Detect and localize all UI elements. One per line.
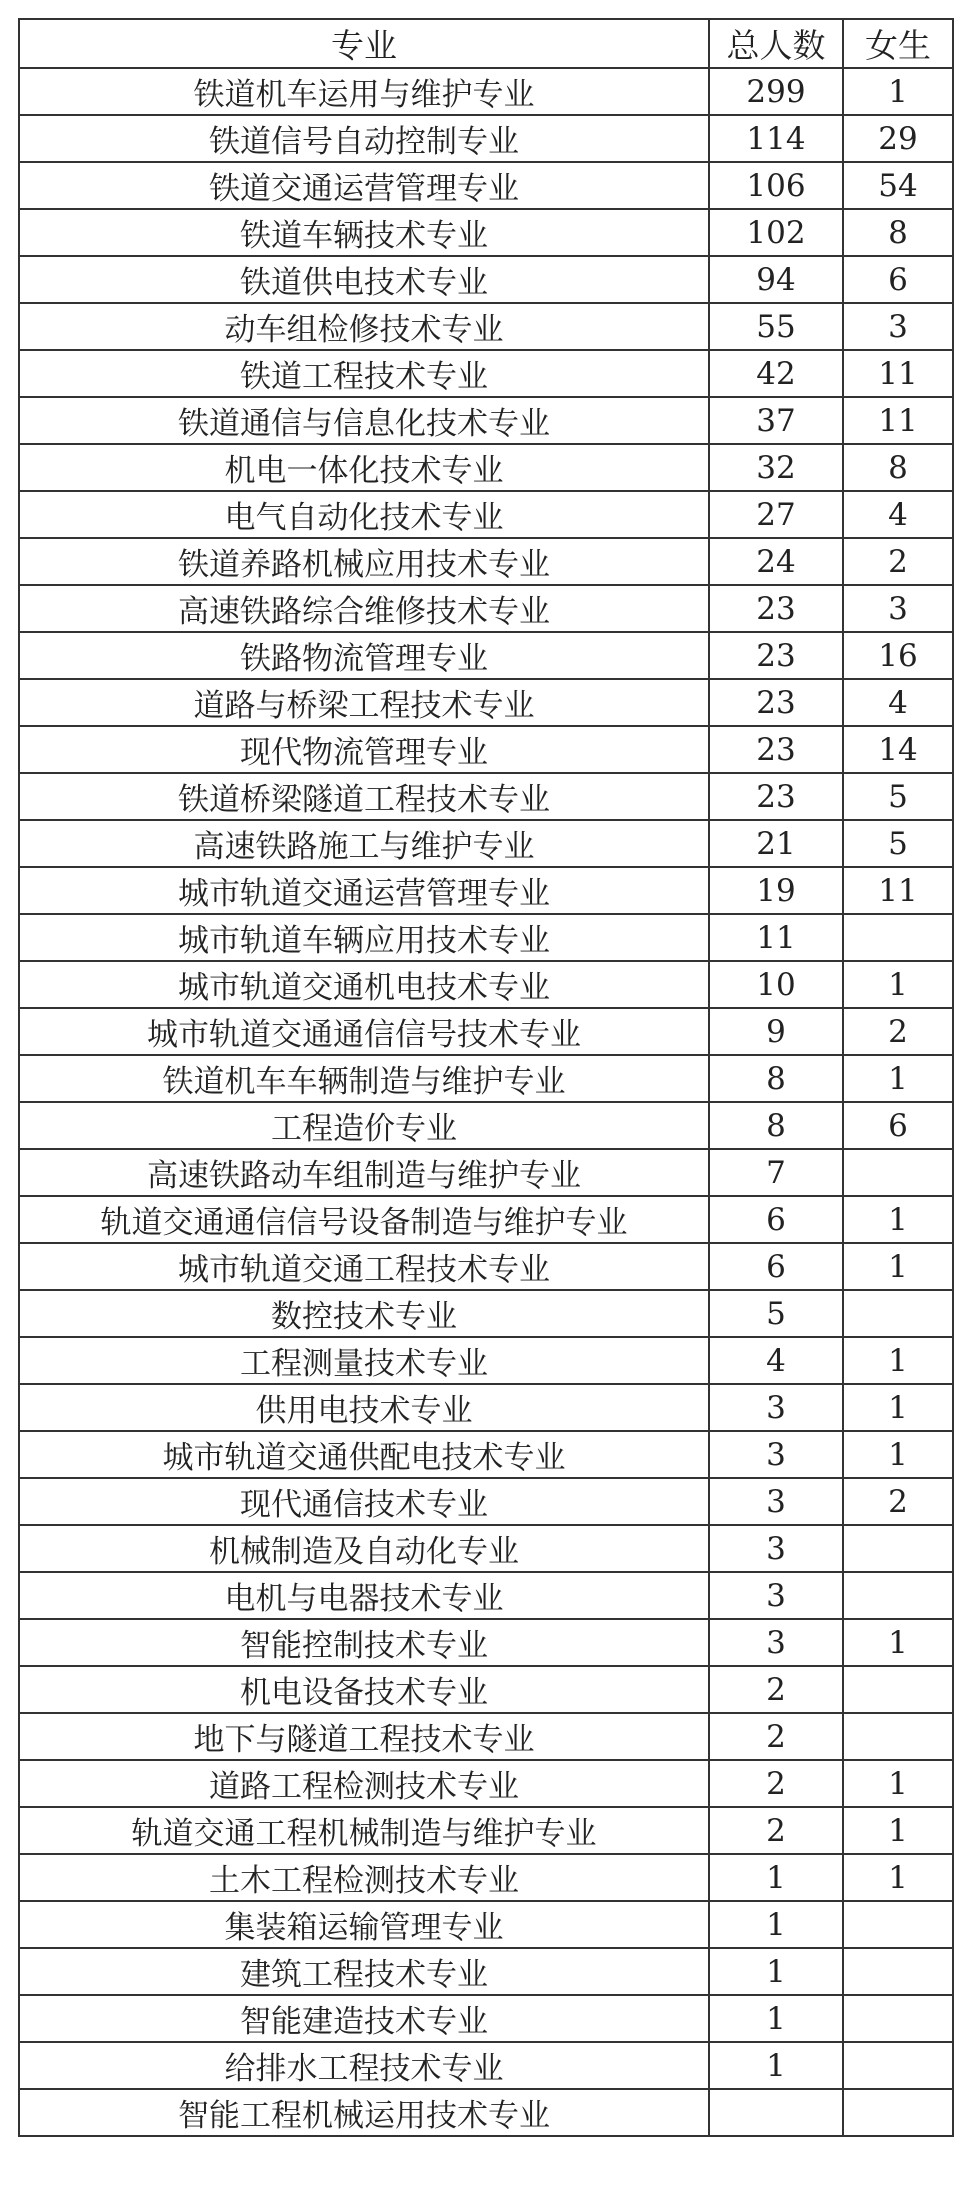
table-row bbox=[19, 162, 953, 209]
cell-total: 7 bbox=[709, 1149, 843, 1196]
cell-female: 1 bbox=[843, 1196, 953, 1243]
cell-female: 16 bbox=[843, 632, 953, 679]
table-row bbox=[19, 632, 953, 679]
cell-major: 城市轨道交通运营管理专业 bbox=[19, 867, 709, 914]
cell-major: 铁道机车运用与维护专业 bbox=[19, 68, 709, 115]
table-row bbox=[19, 491, 953, 538]
cell-major: 动车组检修技术专业 bbox=[19, 303, 709, 350]
cell-total: 114 bbox=[709, 115, 843, 162]
cell-total: 1 bbox=[709, 1901, 843, 1948]
table-row bbox=[19, 1008, 953, 1055]
cell-major: 电机与电器技术专业 bbox=[19, 1572, 709, 1619]
cell-major: 铁道通信与信息化技术专业 bbox=[19, 397, 709, 444]
table-row bbox=[19, 1384, 953, 1431]
cell-major: 给排水工程技术专业 bbox=[19, 2042, 709, 2089]
table-row bbox=[19, 867, 953, 914]
cell-female: 2 bbox=[843, 1008, 953, 1055]
cell-female bbox=[843, 1901, 953, 1948]
cell-total: 5 bbox=[709, 1290, 843, 1337]
cell-major: 机械制造及自动化专业 bbox=[19, 1525, 709, 1572]
table-row bbox=[19, 961, 953, 1008]
cell-major: 智能控制技术专业 bbox=[19, 1619, 709, 1666]
cell-major: 铁道供电技术专业 bbox=[19, 256, 709, 303]
cell-female: 1 bbox=[843, 1384, 953, 1431]
cell-female: 29 bbox=[843, 115, 953, 162]
cell-major: 铁道养路机械应用技术专业 bbox=[19, 538, 709, 585]
table-body bbox=[19, 68, 953, 2136]
cell-female bbox=[843, 1666, 953, 1713]
table-row bbox=[19, 820, 953, 867]
cell-total: 102 bbox=[709, 209, 843, 256]
cell-major: 铁道车辆技术专业 bbox=[19, 209, 709, 256]
table-row bbox=[19, 1995, 953, 2042]
cell-female: 1 bbox=[843, 68, 953, 115]
cell-female bbox=[843, 1290, 953, 1337]
cell-major: 现代物流管理专业 bbox=[19, 726, 709, 773]
cell-total: 23 bbox=[709, 585, 843, 632]
cell-female bbox=[843, 2089, 953, 2136]
table-row bbox=[19, 538, 953, 585]
cell-female bbox=[843, 2042, 953, 2089]
cell-major: 集装箱运输管理专业 bbox=[19, 1901, 709, 1948]
cell-female bbox=[843, 1149, 953, 1196]
cell-major: 城市轨道交通机电技术专业 bbox=[19, 961, 709, 1008]
header-major: 专业 bbox=[19, 19, 709, 68]
cell-female: 4 bbox=[843, 491, 953, 538]
header-female: 女生 bbox=[843, 19, 953, 68]
cell-major: 高速铁路动车组制造与维护专业 bbox=[19, 1149, 709, 1196]
cell-total: 6 bbox=[709, 1196, 843, 1243]
table-row bbox=[19, 773, 953, 820]
cell-total: 11 bbox=[709, 914, 843, 961]
cell-female: 11 bbox=[843, 867, 953, 914]
table-row bbox=[19, 679, 953, 726]
cell-female: 1 bbox=[843, 1431, 953, 1478]
cell-female: 1 bbox=[843, 1243, 953, 1290]
cell-total: 3 bbox=[709, 1431, 843, 1478]
cell-total: 24 bbox=[709, 538, 843, 585]
cell-total: 106 bbox=[709, 162, 843, 209]
table-row bbox=[19, 397, 953, 444]
cell-total: 4 bbox=[709, 1337, 843, 1384]
table-row bbox=[19, 1901, 953, 1948]
cell-major: 铁道工程技术专业 bbox=[19, 350, 709, 397]
cell-female: 8 bbox=[843, 444, 953, 491]
table-row bbox=[19, 2042, 953, 2089]
cell-major: 建筑工程技术专业 bbox=[19, 1948, 709, 1995]
table-row bbox=[19, 68, 953, 115]
cell-major: 铁道机车车辆制造与维护专业 bbox=[19, 1055, 709, 1102]
cell-female: 1 bbox=[843, 1760, 953, 1807]
cell-major: 城市轨道交通供配电技术专业 bbox=[19, 1431, 709, 1478]
cell-female: 1 bbox=[843, 1055, 953, 1102]
cell-major: 智能工程机械运用技术专业 bbox=[19, 2089, 709, 2136]
table-row bbox=[19, 1196, 953, 1243]
table-row bbox=[19, 303, 953, 350]
cell-total: 1 bbox=[709, 1995, 843, 2042]
cell-total: 3 bbox=[709, 1525, 843, 1572]
cell-female bbox=[843, 1995, 953, 2042]
cell-total: 23 bbox=[709, 773, 843, 820]
table-row bbox=[19, 444, 953, 491]
cell-major: 铁道信号自动控制专业 bbox=[19, 115, 709, 162]
table-row bbox=[19, 1760, 953, 1807]
cell-female: 3 bbox=[843, 303, 953, 350]
table-row bbox=[19, 209, 953, 256]
cell-female: 2 bbox=[843, 538, 953, 585]
cell-major: 轨道交通工程机械制造与维护专业 bbox=[19, 1807, 709, 1854]
cell-total: 299 bbox=[709, 68, 843, 115]
cell-major: 工程造价专业 bbox=[19, 1102, 709, 1149]
cell-total: 23 bbox=[709, 632, 843, 679]
cell-female: 6 bbox=[843, 1102, 953, 1149]
table-row bbox=[19, 1102, 953, 1149]
table-row bbox=[19, 1149, 953, 1196]
table-row bbox=[19, 1337, 953, 1384]
table-row bbox=[19, 1572, 953, 1619]
cell-total: 19 bbox=[709, 867, 843, 914]
table-row bbox=[19, 1478, 953, 1525]
cell-female: 2 bbox=[843, 1478, 953, 1525]
cell-female: 1 bbox=[843, 961, 953, 1008]
header-row bbox=[19, 19, 953, 68]
cell-female: 11 bbox=[843, 350, 953, 397]
header-total: 总人数 bbox=[709, 19, 843, 68]
cell-total: 23 bbox=[709, 726, 843, 773]
cell-female bbox=[843, 1948, 953, 1995]
cell-major: 智能建造技术专业 bbox=[19, 1995, 709, 2042]
cell-total: 42 bbox=[709, 350, 843, 397]
cell-major: 高速铁路施工与维护专业 bbox=[19, 820, 709, 867]
table-row bbox=[19, 1713, 953, 1760]
enrollment-table bbox=[18, 18, 954, 2137]
cell-major: 机电设备技术专业 bbox=[19, 1666, 709, 1713]
cell-female: 54 bbox=[843, 162, 953, 209]
cell-female: 1 bbox=[843, 1337, 953, 1384]
table-row bbox=[19, 1619, 953, 1666]
cell-total: 2 bbox=[709, 1666, 843, 1713]
cell-major: 城市轨道交通工程技术专业 bbox=[19, 1243, 709, 1290]
cell-major: 铁道桥梁隧道工程技术专业 bbox=[19, 773, 709, 820]
cell-major: 道路工程检测技术专业 bbox=[19, 1760, 709, 1807]
table-row bbox=[19, 585, 953, 632]
table-row bbox=[19, 350, 953, 397]
cell-total: 3 bbox=[709, 1619, 843, 1666]
cell-major: 现代通信技术专业 bbox=[19, 1478, 709, 1525]
cell-major: 城市轨道车辆应用技术专业 bbox=[19, 914, 709, 961]
cell-total: 23 bbox=[709, 679, 843, 726]
cell-major: 地下与隧道工程技术专业 bbox=[19, 1713, 709, 1760]
cell-major: 城市轨道交通通信信号技术专业 bbox=[19, 1008, 709, 1055]
table-row bbox=[19, 1525, 953, 1572]
table-row bbox=[19, 1666, 953, 1713]
cell-total: 2 bbox=[709, 1713, 843, 1760]
table-row bbox=[19, 1807, 953, 1854]
cell-total: 8 bbox=[709, 1102, 843, 1149]
cell-female: 1 bbox=[843, 1619, 953, 1666]
cell-total: 1 bbox=[709, 1854, 843, 1901]
cell-total: 3 bbox=[709, 1572, 843, 1619]
cell-major: 机电一体化技术专业 bbox=[19, 444, 709, 491]
cell-female: 1 bbox=[843, 1807, 953, 1854]
cell-major: 土木工程检测技术专业 bbox=[19, 1854, 709, 1901]
table-row bbox=[19, 1290, 953, 1337]
cell-female bbox=[843, 914, 953, 961]
cell-female: 14 bbox=[843, 726, 953, 773]
cell-female: 5 bbox=[843, 773, 953, 820]
cell-total: 27 bbox=[709, 491, 843, 538]
cell-female: 5 bbox=[843, 820, 953, 867]
cell-female: 8 bbox=[843, 209, 953, 256]
cell-total: 1 bbox=[709, 2042, 843, 2089]
cell-total: 2 bbox=[709, 1807, 843, 1854]
cell-total: 6 bbox=[709, 1243, 843, 1290]
cell-total: 2 bbox=[709, 1760, 843, 1807]
table-row bbox=[19, 1854, 953, 1901]
cell-total: 1 bbox=[709, 1948, 843, 1995]
cell-total bbox=[709, 2089, 843, 2136]
cell-female: 4 bbox=[843, 679, 953, 726]
cell-total: 10 bbox=[709, 961, 843, 1008]
cell-female: 6 bbox=[843, 256, 953, 303]
cell-female bbox=[843, 1713, 953, 1760]
cell-total: 8 bbox=[709, 1055, 843, 1102]
cell-total: 3 bbox=[709, 1478, 843, 1525]
cell-total: 37 bbox=[709, 397, 843, 444]
cell-total: 9 bbox=[709, 1008, 843, 1055]
cell-female: 1 bbox=[843, 1854, 953, 1901]
cell-female bbox=[843, 1525, 953, 1572]
cell-total: 3 bbox=[709, 1384, 843, 1431]
table-row bbox=[19, 1055, 953, 1102]
table-row bbox=[19, 1948, 953, 1995]
cell-major: 铁路物流管理专业 bbox=[19, 632, 709, 679]
cell-female: 3 bbox=[843, 585, 953, 632]
table-row bbox=[19, 115, 953, 162]
cell-total: 55 bbox=[709, 303, 843, 350]
table-row bbox=[19, 256, 953, 303]
table-row bbox=[19, 1431, 953, 1478]
cell-female: 11 bbox=[843, 397, 953, 444]
cell-female bbox=[843, 1572, 953, 1619]
cell-major: 电气自动化技术专业 bbox=[19, 491, 709, 538]
cell-total: 94 bbox=[709, 256, 843, 303]
cell-total: 21 bbox=[709, 820, 843, 867]
table-row bbox=[19, 2089, 953, 2136]
cell-major: 道路与桥梁工程技术专业 bbox=[19, 679, 709, 726]
cell-major: 高速铁路综合维修技术专业 bbox=[19, 585, 709, 632]
cell-major: 铁道交通运营管理专业 bbox=[19, 162, 709, 209]
cell-total: 32 bbox=[709, 444, 843, 491]
cell-major: 数控技术专业 bbox=[19, 1290, 709, 1337]
cell-major: 轨道交通通信信号设备制造与维护专业 bbox=[19, 1196, 709, 1243]
cell-major: 工程测量技术专业 bbox=[19, 1337, 709, 1384]
cell-major: 供用电技术专业 bbox=[19, 1384, 709, 1431]
table-row bbox=[19, 914, 953, 961]
table-row bbox=[19, 726, 953, 773]
table-row bbox=[19, 1243, 953, 1290]
